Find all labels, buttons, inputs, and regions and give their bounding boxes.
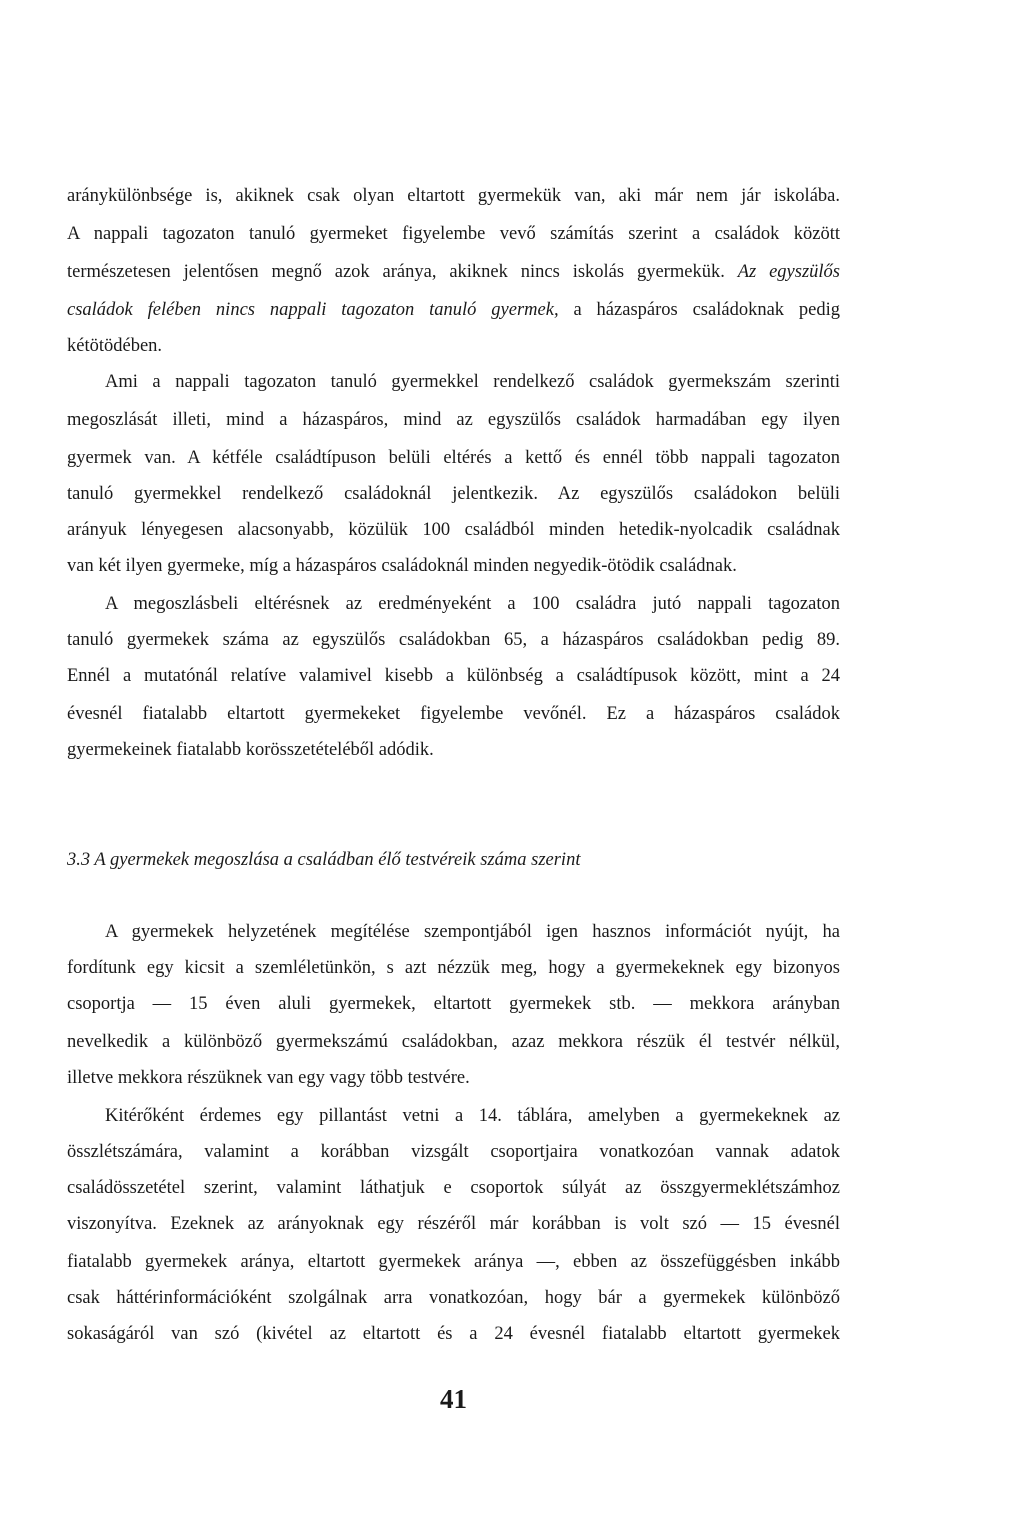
text-line: összlétszámára, valamint a korábban vizsgált csoportjaira vonatkozóan vannak adatok: [67, 1142, 840, 1162]
text-line: Ami a nappali tagozaton tanuló gyermekkel rendelkező családok gyermekszám szerinti: [105, 372, 840, 392]
text-line: tanuló gyermekek száma az egyszülős családokban 65, a házaspáros családokban pedig 89.: [67, 630, 840, 650]
text-line: Ennél a mutatónál relatíve valamivel kisebb a különbség a családtípusok között, mint a 24: [67, 666, 840, 686]
text-line: nevelkedik a különböző gyermekszámú családokban, azaz mekkora részük él testvér nélkül,: [67, 1032, 840, 1052]
text-line: aránykülönbsége is, akiknek csak olyan eltartott gyermekük van, aki már nem jár iskolába.: [67, 186, 840, 206]
text-line: van két ilyen gyermeke, míg a házaspáros családoknál minden negyedik-ötödik családnak.: [67, 556, 737, 576]
text-line: évesnél fiatalabb eltartott gyermekeket figyelembe vevőnél. Ez a házaspáros családok: [67, 704, 840, 724]
text-line: [67, 298, 840, 322]
text-span: a házaspáros családoknak pedig: [573, 300, 841, 320]
text-line: tanuló gyermekkel rendelkező családoknál jelentkezik. Az egyszülős családokon belüli: [67, 484, 840, 504]
text-line: A nappali tagozaton tanuló gyermeket figyelembe vevő számítás szerint a családok között: [67, 224, 840, 244]
italic-text: családok felében nincs nappali tagozaton tanuló gyermek,: [67, 300, 559, 320]
text-line: fordítunk egy kicsit a szemléletünkön, s azt nézzük meg, hogy a gyermekeknek egy bizonyos: [67, 958, 840, 978]
text-line: csoportja — 15 éven aluli gyermekek, eltartott gyermekek stb. — mekkora arányban: [67, 994, 840, 1014]
section-heading: 3.3 A gyermekek megoszlása a családban élő testvéreik száma szerint: [67, 850, 581, 870]
text-line: Kitérőként érdemes egy pillantást vetni a 14. táblára, amelyben a gyermekeknek az: [105, 1106, 840, 1126]
text-line: [67, 260, 840, 284]
text-line: fiatalabb gyermekek aránya, eltartott gyermekek aránya —, ebben az összefüggésben inkább: [67, 1252, 840, 1272]
text-span: természetesen jelentősen megnő azok aránya, akiknek nincs iskolás gyermekük.: [67, 262, 725, 282]
page-number: 41: [440, 1384, 467, 1414]
text-line: kétötödében.: [67, 336, 163, 356]
text-line: arányuk lényegesen alacsonyabb, közülük 100 családból minden hetedik-nyolcadik családnak: [67, 520, 840, 540]
text-line: gyermekeinek fiatalabb korösszetételéből adódik.: [67, 740, 434, 760]
italic-text: Az egyszülős: [737, 262, 841, 282]
text-line: illetve mekkora részüknek van egy vagy több testvére.: [67, 1068, 470, 1088]
text-line: A gyermekek helyzetének megítélése szempontjából igen hasznos információt nyújt, ha: [105, 922, 840, 942]
text-line: gyermek van. A kétféle családtípuson belüli eltérés a kettő és ennél több nappali tagozaton: [67, 448, 840, 468]
text-line: csak háttérinformációként szolgálnak arra vonatkozóan, hogy bár a gyermekek különböző: [67, 1288, 840, 1308]
text-line: A megoszlásbeli eltérésnek az eredményeként a 100 családra jutó nappali tagozaton: [105, 594, 840, 614]
text-line: családösszetétel szerint, valamint láthatjuk e csoportok súlyát az összgyermeklétszámhoz: [67, 1178, 840, 1198]
text-line: sokaságáról van szó (kivétel az eltartott és a 24 évesnél fiatalabb eltartott gyermekek: [67, 1324, 840, 1344]
text-line: viszonyítva. Ezeknek az arányoknak egy részéről már korábban is volt szó — 15 évesnél: [67, 1214, 840, 1234]
text-line: megoszlását illeti, mind a házaspáros, mind az egyszülős családok harmadában egy ilyen: [67, 410, 840, 430]
